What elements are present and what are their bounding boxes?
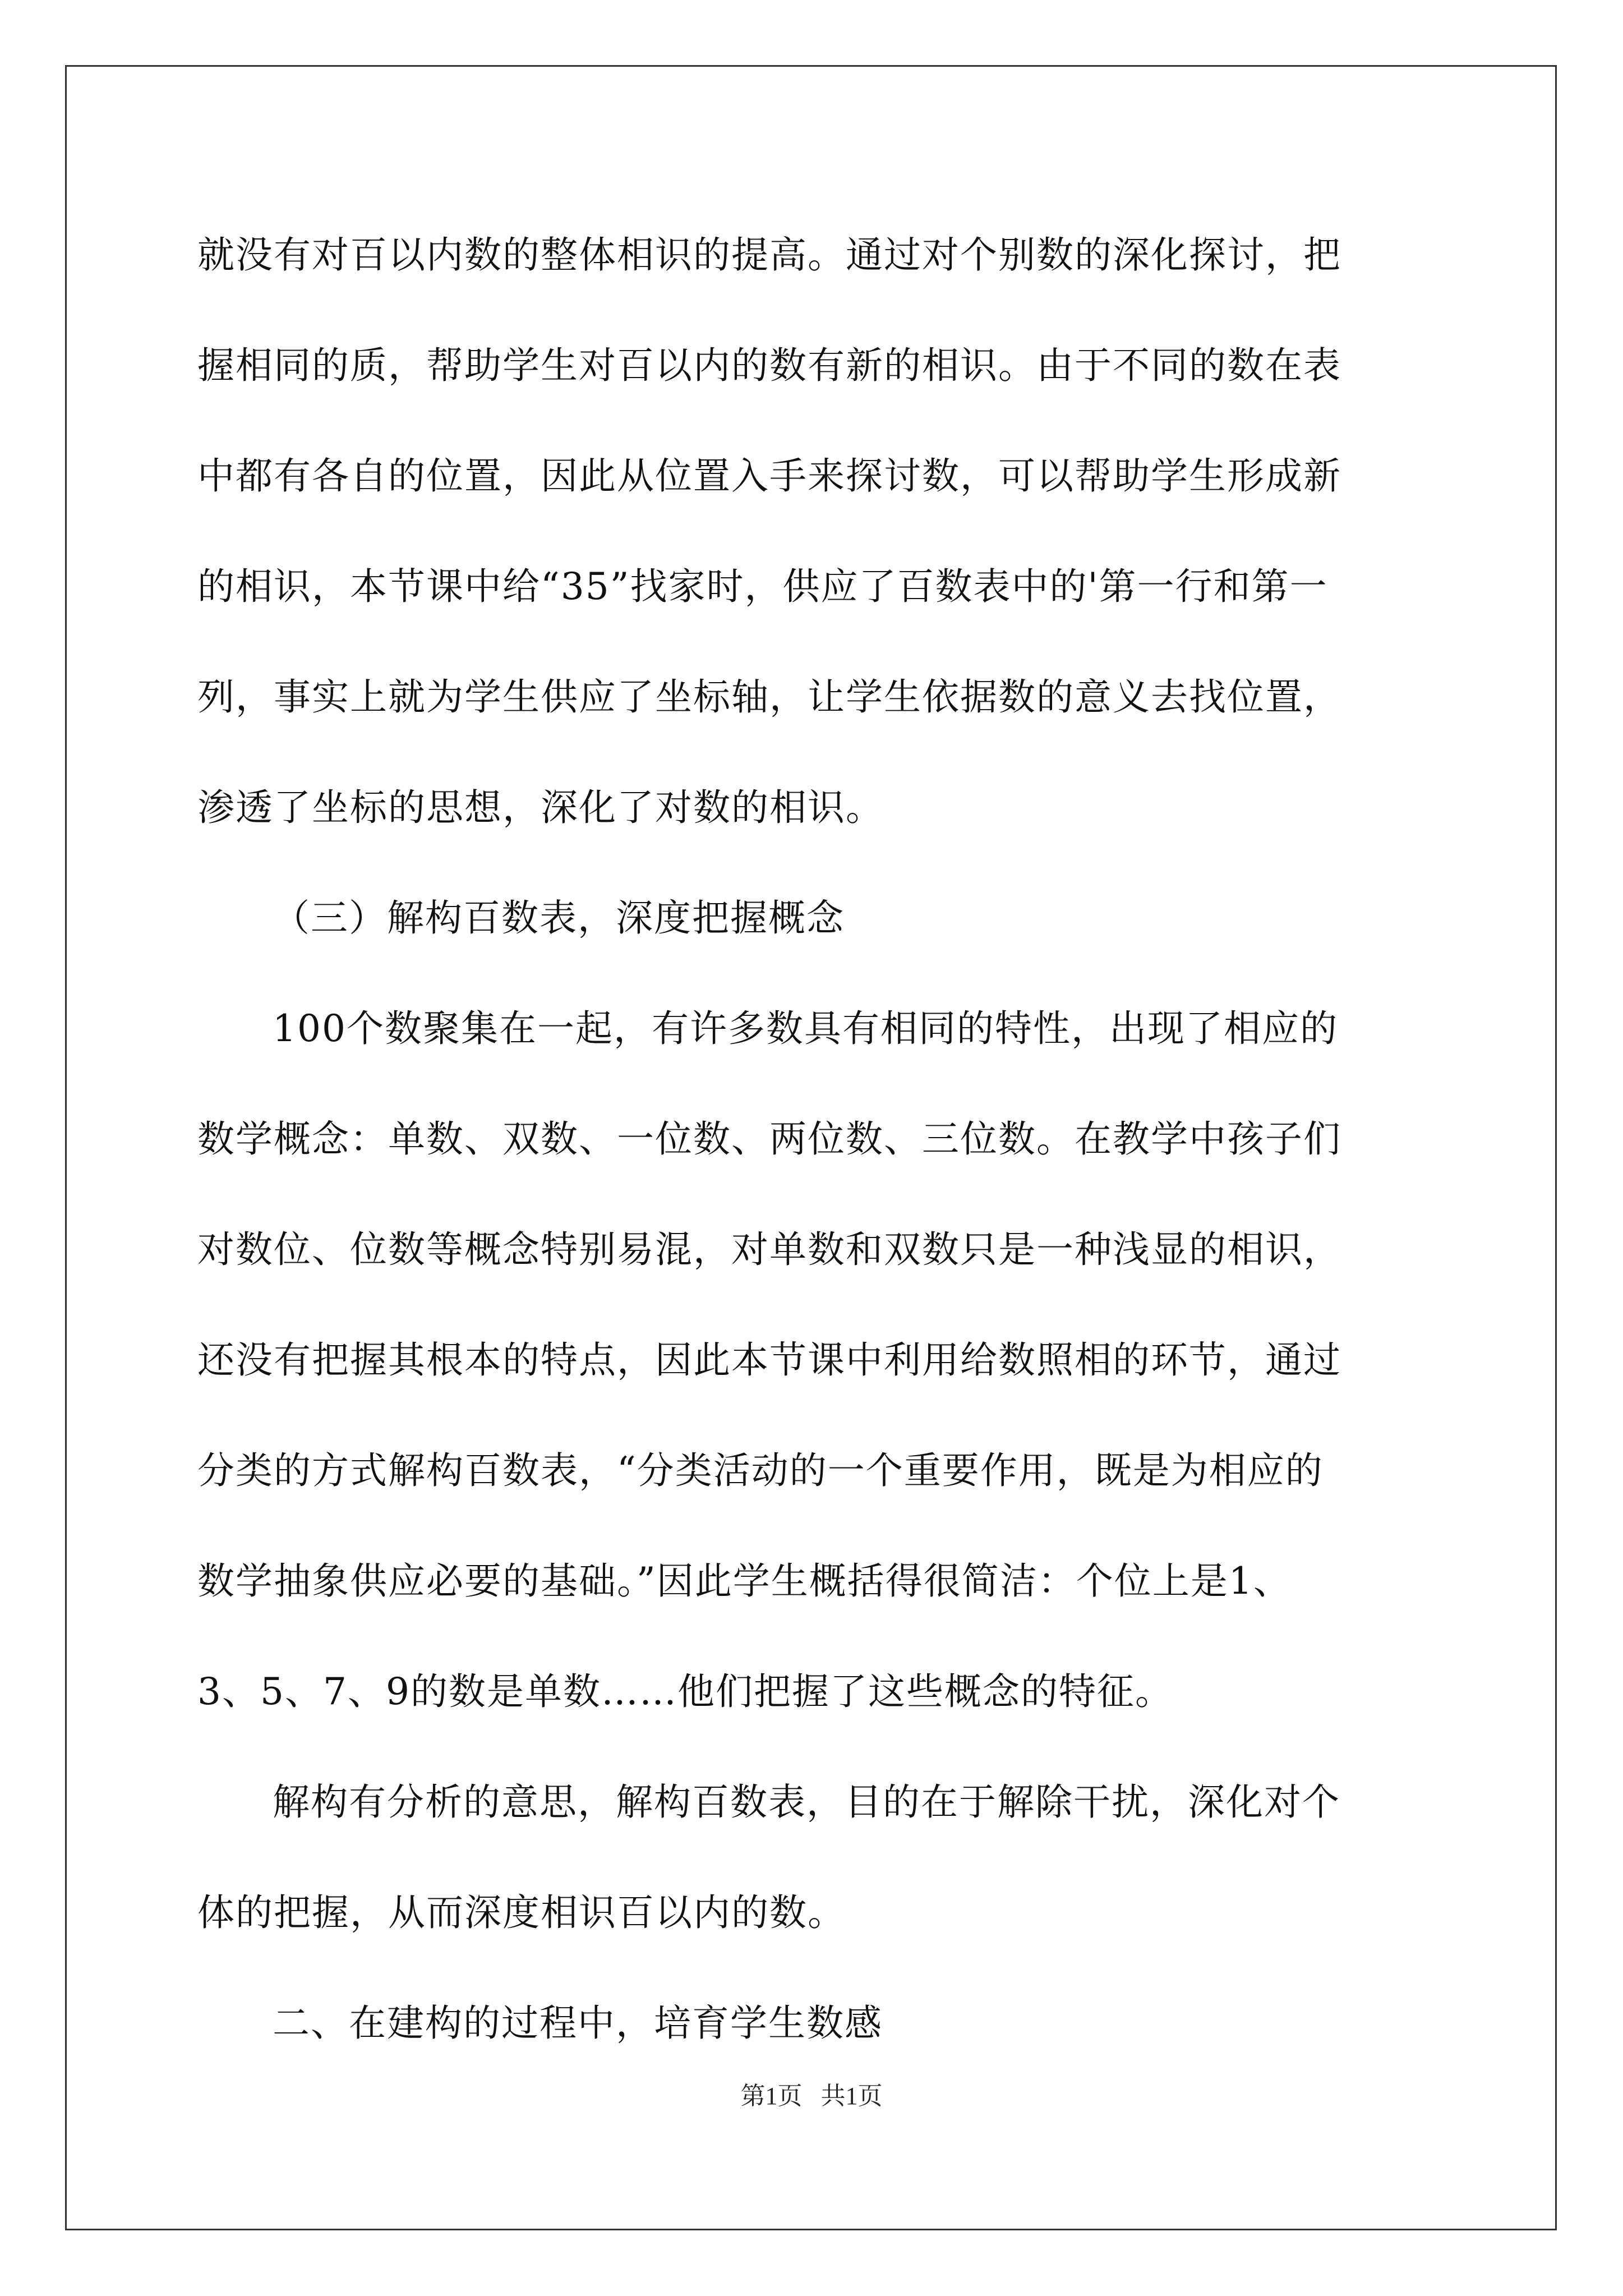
text-line: 3、5、7、9的数是单数……他们把握了这些概念的特征。 <box>197 1670 1173 1713</box>
text-line: 就没有对百以内数的整体相识的提高。通过对个别数的深化探讨，把 <box>197 233 1341 277</box>
document-body <box>197 200 1426 2078</box>
text-line: 握相同的质，帮助学生对百以内的数有新的相识。由于不同的数在表 <box>197 344 1341 387</box>
page-footer: 第1页 共1页 <box>740 2082 883 2110</box>
section-heading: （三）解构百数表，深度把握概念 <box>273 896 845 940</box>
text-line: 列，事实上就为学生供应了坐标轴，让学生依据数的意义去找位置， <box>197 675 1341 719</box>
text-line: 数学抽象供应必要的基础。”因此学生概括得很简洁：个位上是1、 <box>197 1559 1292 1603</box>
text-line: 体的把握，从而深度相识百以内的数。 <box>197 1891 846 1934</box>
text-line: 数学概念：单数、双数、一位数、两位数、三位数。在教学中孩子们 <box>197 1117 1341 1161</box>
text-line: 的相识，本节课中给“35”找家时，供应了百数表中的'第一行和第一 <box>197 565 1328 608</box>
section-heading: 二、在建构的过程中，培育学生数感 <box>273 2001 883 2045</box>
text-line: 中都有各自的位置，因此从位置入手来探讨数，可以帮助学生形成新 <box>197 454 1341 498</box>
text-line: 对数位、位数等概念特别易混，对单数和双数只是一种浅显的相识， <box>197 1228 1341 1271</box>
paragraph-first-line: 100个数聚集在一起，有许多数具有相同的特性，出现了相应的 <box>273 1007 1338 1050</box>
paragraph-first-line: 解构有分析的意思，解构百数表，目的在于解除干扰，深化对个 <box>273 1780 1340 1824</box>
text-line: 渗透了坐标的思想，深化了对数的相识。 <box>197 786 884 829</box>
text-line: 还没有把握其根本的特点，因此本节课中利用给数照相的环节，通过 <box>197 1338 1341 1382</box>
text-line: 分类的方式解构百数表，“分类活动的一个重要作用，既是为相应的 <box>197 1449 1324 1492</box>
